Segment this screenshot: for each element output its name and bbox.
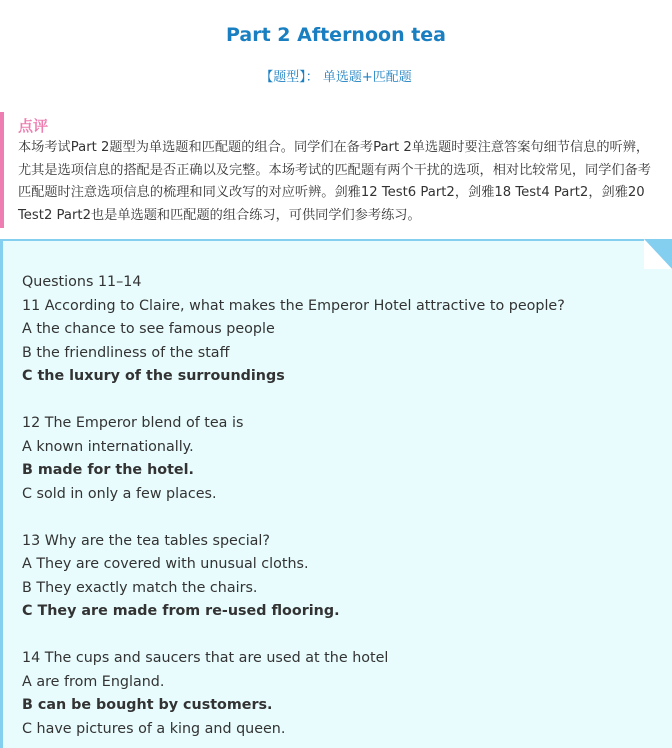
comment-title: 点评: [18, 117, 49, 135]
question-12-option-b-answer: B made for the hotel.: [22, 462, 194, 478]
page-title: Part 2 Afternoon tea: [225, 24, 446, 46]
spacer: [22, 624, 642, 648]
questions-box: [0, 239, 672, 748]
spacer: [22, 389, 642, 413]
question-13-option-b: B They exactly match the chairs.: [22, 579, 258, 596]
question-11-option-b: B the friendliness of the staff: [22, 344, 230, 361]
question-11-option-a: A the chance to see famous people: [22, 321, 275, 337]
questions-heading: Questions 11–14: [22, 274, 142, 290]
question-12-option-a: A known internationally.: [22, 438, 194, 455]
question-14-stem: 14 The cups and saucers that are used at the hotel: [22, 650, 389, 666]
question-list: [22, 271, 642, 741]
question-12-option-c: C sold in only a few places.: [22, 485, 217, 502]
question-11-option-c-answer: C the luxury of the surroundings: [22, 368, 285, 384]
question-13-option-c-answer: C They are made from re-used flooring.: [22, 603, 340, 619]
question-14-option-b-answer: B can be bought by customers.: [22, 697, 273, 713]
question-14-option-c: C have pictures of a king and queen.: [22, 720, 286, 737]
question-type-label: 【题型】： 单选题+匹配题: [260, 70, 412, 85]
question-13-stem: 13 Why are the tea tables special?: [22, 532, 270, 549]
question-12-stem: 12 The Emperor blend of tea is: [22, 415, 244, 431]
spacer: [22, 506, 642, 530]
question-14-option-a: A are from England.: [22, 673, 165, 690]
question-11-stem: 11 According to Claire, what makes the Emperor Hotel attractive to people?: [22, 297, 565, 314]
comment-section: [0, 112, 664, 228]
folded-corner-icon: [644, 239, 672, 269]
question-13-option-a: A They are covered with unusual cloths.: [22, 556, 309, 572]
comment-body: 本场考试Part 2题型为单选题和匹配题的组合。同学们在备考Part 2单选题时要注意答案句细节信息的听辨，尤其是选项信息的搭配是否正确以及完整。本场考试的匹配题有两个干扰的选项，相对比较常见，同学们备考匹配题时注意选项信息的梳理和同义改写的对应听辨。剑雅12 Test6 Part2，剑雅18 Test4 Part2，剑雅20 Test2 Part2也是单选题和匹配题的组合练习，可供同学们参考练习。: [18, 140, 651, 223]
